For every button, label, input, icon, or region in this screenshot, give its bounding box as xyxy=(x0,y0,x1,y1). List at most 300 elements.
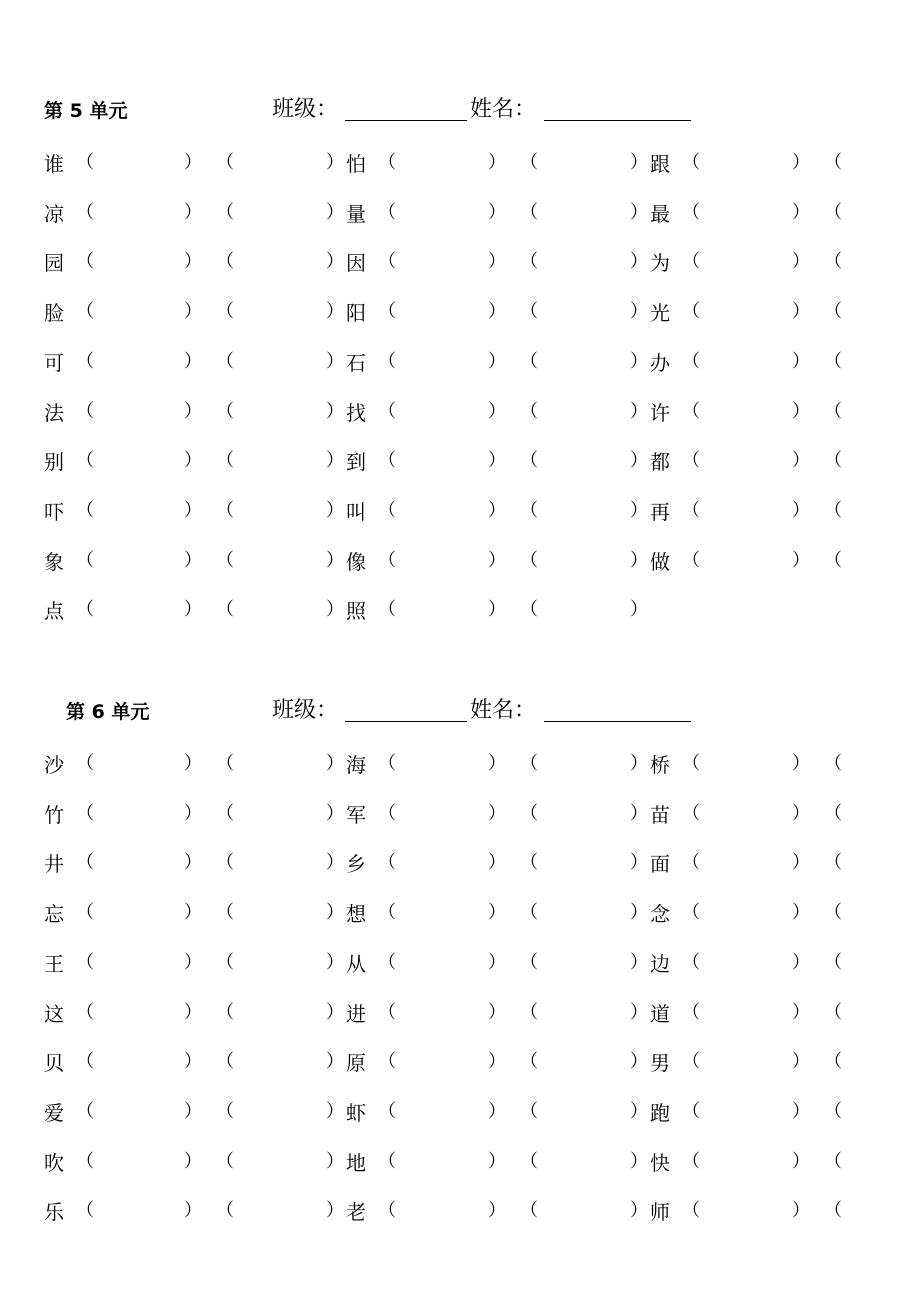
close-paren: ） xyxy=(630,301,648,323)
open-paren: （ xyxy=(216,251,234,273)
word-row xyxy=(0,297,920,327)
answer-blank[interactable] xyxy=(96,446,180,470)
name-blank[interactable] xyxy=(544,120,691,121)
close-paren: ） xyxy=(184,549,202,571)
close-paren: ） xyxy=(630,802,648,824)
open-paren: （ xyxy=(520,1051,538,1073)
class-label: 班级： xyxy=(272,698,339,723)
close-paren: ） xyxy=(792,1200,810,1222)
word-row xyxy=(0,898,920,928)
open-paren: （ xyxy=(682,753,700,774)
character: 边 xyxy=(650,951,670,976)
character: 面 xyxy=(650,852,670,877)
name-blank[interactable] xyxy=(544,721,691,722)
close-paren: ） xyxy=(792,753,810,774)
open-paren: （ xyxy=(216,450,234,472)
close-paren: ） xyxy=(184,1150,202,1172)
character: 光 xyxy=(650,301,670,326)
character: 地 xyxy=(346,1150,366,1175)
character: 像 xyxy=(346,549,366,574)
answer-blank[interactable] xyxy=(96,998,180,1022)
answer-blank[interactable] xyxy=(702,198,788,222)
close-paren: ） xyxy=(792,1100,810,1122)
close-paren: ） xyxy=(792,301,810,323)
character: 想 xyxy=(346,902,366,927)
answer-blank[interactable] xyxy=(96,347,180,371)
open-paren: （ xyxy=(378,1001,396,1023)
open-paren: （ xyxy=(520,852,538,874)
open-paren: （ xyxy=(824,499,842,521)
character: 别 xyxy=(44,450,64,475)
open-paren: （ xyxy=(76,753,94,774)
open-paren: （ xyxy=(378,1051,396,1073)
open-paren: （ xyxy=(378,499,396,521)
open-paren: （ xyxy=(824,1150,842,1172)
open-paren: （ xyxy=(76,350,94,372)
word-row xyxy=(0,848,920,878)
open-paren: （ xyxy=(824,350,842,372)
name-label: 姓名： xyxy=(470,97,537,122)
character: 师 xyxy=(650,1200,670,1225)
character: 男 xyxy=(650,1051,670,1076)
answer-blank[interactable] xyxy=(702,1147,788,1171)
open-paren: （ xyxy=(682,1200,700,1222)
open-paren: （ xyxy=(378,251,396,273)
open-paren: （ xyxy=(216,301,234,323)
character: 道 xyxy=(650,1001,670,1026)
word-row xyxy=(0,546,920,576)
word-row xyxy=(0,1047,920,1077)
open-paren: （ xyxy=(378,599,396,621)
answer-blank[interactable] xyxy=(96,898,180,922)
close-paren: ） xyxy=(184,400,202,422)
character: 许 xyxy=(650,400,670,425)
answer-blank[interactable] xyxy=(398,749,484,773)
open-paren: （ xyxy=(76,251,94,273)
word-row xyxy=(0,446,920,476)
open-paren: （ xyxy=(520,599,538,621)
close-paren: ） xyxy=(488,753,506,774)
close-paren: ） xyxy=(630,350,648,372)
close-paren: ） xyxy=(326,802,344,824)
close-paren: ） xyxy=(630,400,648,422)
answer-blank[interactable] xyxy=(702,148,788,172)
answer-blank[interactable] xyxy=(702,848,788,872)
close-paren: ） xyxy=(184,350,202,372)
open-paren: （ xyxy=(824,1001,842,1023)
close-paren: ） xyxy=(488,802,506,824)
character: 都 xyxy=(650,450,670,475)
open-paren: （ xyxy=(824,753,842,774)
character: 最 xyxy=(650,201,670,226)
open-paren: （ xyxy=(378,1100,396,1122)
close-paren: ） xyxy=(792,152,810,173)
character: 照 xyxy=(346,599,366,624)
answer-blank[interactable] xyxy=(702,998,788,1022)
close-paren: ） xyxy=(488,951,506,973)
character: 乐 xyxy=(44,1200,64,1225)
open-paren: （ xyxy=(216,400,234,422)
answer-blank[interactable] xyxy=(702,347,788,371)
open-paren: （ xyxy=(76,852,94,874)
character: 园 xyxy=(44,251,64,276)
word-row xyxy=(0,799,920,829)
answer-blank[interactable] xyxy=(702,546,788,570)
close-paren: ） xyxy=(184,1051,202,1073)
character: 脸 xyxy=(44,301,64,326)
open-paren: （ xyxy=(378,852,396,874)
answer-blank[interactable] xyxy=(398,948,484,972)
open-paren: （ xyxy=(76,951,94,973)
open-paren: （ xyxy=(824,152,842,173)
character: 找 xyxy=(346,400,366,425)
close-paren: ） xyxy=(792,450,810,472)
answer-blank[interactable] xyxy=(96,1097,180,1121)
close-paren: ） xyxy=(792,549,810,571)
open-paren: （ xyxy=(520,549,538,571)
word-row xyxy=(0,948,920,978)
answer-blank[interactable] xyxy=(96,397,180,421)
close-paren: ） xyxy=(488,201,506,223)
answer-blank[interactable] xyxy=(398,496,484,520)
close-paren: ） xyxy=(630,251,648,273)
answer-blank[interactable] xyxy=(398,397,484,421)
answer-blank[interactable] xyxy=(398,998,484,1022)
open-paren: （ xyxy=(216,599,234,621)
class-blank[interactable] xyxy=(345,721,467,722)
answer-blank[interactable] xyxy=(96,948,180,972)
open-paren: （ xyxy=(682,152,700,173)
close-paren: ） xyxy=(630,1100,648,1122)
open-paren: （ xyxy=(76,201,94,223)
close-paren: ） xyxy=(184,802,202,824)
open-paren: （ xyxy=(682,450,700,472)
open-paren: （ xyxy=(216,802,234,824)
answer-blank[interactable] xyxy=(96,546,180,570)
character: 念 xyxy=(650,902,670,927)
character: 进 xyxy=(346,1001,366,1026)
word-row xyxy=(0,198,920,228)
answer-blank[interactable] xyxy=(702,898,788,922)
character: 跑 xyxy=(650,1100,670,1125)
answer-blank[interactable] xyxy=(96,297,180,321)
answer-blank[interactable] xyxy=(96,595,180,619)
close-paren: ） xyxy=(326,350,344,372)
answer-blank[interactable] xyxy=(702,446,788,470)
close-paren: ） xyxy=(326,1051,344,1073)
open-paren: （ xyxy=(682,499,700,521)
open-paren: （ xyxy=(76,450,94,472)
word-row xyxy=(0,397,920,427)
open-paren: （ xyxy=(824,802,842,824)
unit-title: 第 6 单元 xyxy=(66,701,150,723)
character: 军 xyxy=(346,802,366,827)
answer-blank[interactable] xyxy=(398,546,484,570)
close-paren: ） xyxy=(792,802,810,824)
open-paren: （ xyxy=(682,201,700,223)
close-paren: ） xyxy=(630,1150,648,1172)
answer-blank[interactable] xyxy=(398,347,484,371)
answer-blank[interactable] xyxy=(702,247,788,271)
close-paren: ） xyxy=(488,1051,506,1073)
answer-blank[interactable] xyxy=(96,799,180,823)
character: 吹 xyxy=(44,1150,64,1175)
open-paren: （ xyxy=(520,251,538,273)
close-paren: ） xyxy=(630,499,648,521)
close-paren: ） xyxy=(630,1200,648,1222)
character: 海 xyxy=(346,753,366,777)
open-paren: （ xyxy=(76,1001,94,1023)
open-paren: （ xyxy=(76,549,94,571)
close-paren: ） xyxy=(326,852,344,874)
class-blank[interactable] xyxy=(345,120,467,121)
word-row xyxy=(0,247,920,277)
close-paren: ） xyxy=(184,301,202,323)
close-paren: ） xyxy=(792,902,810,924)
open-paren: （ xyxy=(682,1150,700,1172)
character: 为 xyxy=(650,251,670,276)
character: 苗 xyxy=(650,802,670,827)
character: 这 xyxy=(44,1001,64,1026)
open-paren: （ xyxy=(378,1200,396,1222)
close-paren: ） xyxy=(488,251,506,273)
character: 从 xyxy=(346,951,366,976)
close-paren: ） xyxy=(792,201,810,223)
close-paren: ） xyxy=(184,1100,202,1122)
answer-blank[interactable] xyxy=(398,1196,484,1220)
close-paren: ） xyxy=(326,201,344,223)
character: 爱 xyxy=(44,1100,64,1125)
close-paren: ） xyxy=(184,450,202,472)
close-paren: ） xyxy=(326,902,344,924)
character: 办 xyxy=(650,350,670,375)
answer-blank[interactable] xyxy=(96,247,180,271)
close-paren: ） xyxy=(792,400,810,422)
close-paren: ） xyxy=(326,301,344,323)
word-row xyxy=(0,148,920,178)
answer-blank[interactable] xyxy=(398,799,484,823)
open-paren: （ xyxy=(216,1150,234,1172)
answer-blank[interactable] xyxy=(702,397,788,421)
close-paren: ） xyxy=(488,852,506,874)
character: 原 xyxy=(346,1051,366,1076)
answer-blank[interactable] xyxy=(398,297,484,321)
open-paren: （ xyxy=(824,951,842,973)
close-paren: ） xyxy=(184,201,202,223)
close-paren: ） xyxy=(326,549,344,571)
close-paren: ） xyxy=(630,549,648,571)
character: 怕 xyxy=(346,152,366,176)
close-paren: ） xyxy=(488,902,506,924)
open-paren: （ xyxy=(76,802,94,824)
open-paren: （ xyxy=(378,951,396,973)
close-paren: ） xyxy=(488,1200,506,1222)
character: 因 xyxy=(346,251,366,276)
open-paren: （ xyxy=(378,1150,396,1172)
open-paren: （ xyxy=(76,152,94,173)
close-paren: ） xyxy=(326,951,344,973)
answer-blank[interactable] xyxy=(702,948,788,972)
open-paren: （ xyxy=(378,301,396,323)
open-paren: （ xyxy=(824,1100,842,1122)
close-paren: ） xyxy=(488,450,506,472)
close-paren: ） xyxy=(184,902,202,924)
answer-blank[interactable] xyxy=(702,1047,788,1071)
close-paren: ） xyxy=(630,902,648,924)
open-paren: （ xyxy=(216,350,234,372)
answer-blank[interactable] xyxy=(398,595,484,619)
close-paren: ） xyxy=(488,1100,506,1122)
open-paren: （ xyxy=(378,802,396,824)
open-paren: （ xyxy=(520,201,538,223)
answer-blank[interactable] xyxy=(398,446,484,470)
character: 虾 xyxy=(346,1100,366,1125)
close-paren: ） xyxy=(326,152,344,173)
open-paren: （ xyxy=(824,1200,842,1222)
character: 点 xyxy=(44,599,64,624)
open-paren: （ xyxy=(76,1200,94,1222)
open-paren: （ xyxy=(824,301,842,323)
open-paren: （ xyxy=(378,549,396,571)
close-paren: ） xyxy=(630,753,648,774)
close-paren: ） xyxy=(184,499,202,521)
answer-blank[interactable] xyxy=(702,1097,788,1121)
open-paren: （ xyxy=(520,1100,538,1122)
answer-blank[interactable] xyxy=(96,749,180,773)
open-paren: （ xyxy=(682,301,700,323)
close-paren: ） xyxy=(488,350,506,372)
answer-blank[interactable] xyxy=(398,1047,484,1071)
open-paren: （ xyxy=(216,852,234,874)
open-paren: （ xyxy=(824,450,842,472)
character: 阳 xyxy=(346,301,366,326)
answer-blank[interactable] xyxy=(702,749,788,773)
answer-blank[interactable] xyxy=(702,496,788,520)
answer-blank[interactable] xyxy=(398,198,484,222)
word-row xyxy=(0,595,920,625)
unit-5-header xyxy=(0,96,920,136)
character: 老 xyxy=(346,1200,366,1225)
close-paren: ） xyxy=(488,152,506,173)
open-paren: （ xyxy=(682,802,700,824)
character: 谁 xyxy=(44,152,64,176)
open-paren: （ xyxy=(682,852,700,874)
open-paren: （ xyxy=(216,1100,234,1122)
character: 叫 xyxy=(346,499,366,524)
answer-blank[interactable] xyxy=(398,1097,484,1121)
open-paren: （ xyxy=(76,1051,94,1073)
open-paren: （ xyxy=(216,902,234,924)
open-paren: （ xyxy=(216,1200,234,1222)
open-paren: （ xyxy=(824,549,842,571)
answer-blank[interactable] xyxy=(398,1147,484,1171)
answer-blank[interactable] xyxy=(702,799,788,823)
open-paren: （ xyxy=(520,400,538,422)
close-paren: ） xyxy=(326,1001,344,1023)
open-paren: （ xyxy=(76,301,94,323)
unit-6-section xyxy=(0,697,920,737)
open-paren: （ xyxy=(378,450,396,472)
answer-blank[interactable] xyxy=(398,148,484,172)
word-row xyxy=(0,1196,920,1226)
answer-blank[interactable] xyxy=(96,198,180,222)
close-paren: ） xyxy=(326,400,344,422)
answer-blank[interactable] xyxy=(96,148,180,172)
open-paren: （ xyxy=(682,902,700,924)
open-paren: （ xyxy=(378,152,396,173)
close-paren: ） xyxy=(326,251,344,273)
unit-5-section xyxy=(0,96,920,136)
open-paren: （ xyxy=(216,1001,234,1023)
close-paren: ） xyxy=(630,951,648,973)
word-row xyxy=(0,496,920,526)
answer-blank[interactable] xyxy=(96,1147,180,1171)
character: 乡 xyxy=(346,852,366,877)
answer-blank[interactable] xyxy=(96,1047,180,1071)
close-paren: ） xyxy=(184,599,202,621)
character: 再 xyxy=(650,499,670,524)
open-paren: （ xyxy=(76,902,94,924)
character: 竹 xyxy=(44,802,64,827)
open-paren: （ xyxy=(378,201,396,223)
open-paren: （ xyxy=(682,1051,700,1073)
open-paren: （ xyxy=(520,499,538,521)
open-paren: （ xyxy=(378,400,396,422)
close-paren: ） xyxy=(184,753,202,774)
open-paren: （ xyxy=(682,350,700,372)
close-paren: ） xyxy=(630,599,648,621)
close-paren: ） xyxy=(488,1001,506,1023)
open-paren: （ xyxy=(378,350,396,372)
answer-blank[interactable] xyxy=(702,297,788,321)
character: 做 xyxy=(650,549,670,574)
close-paren: ） xyxy=(488,301,506,323)
open-paren: （ xyxy=(216,1051,234,1073)
open-paren: （ xyxy=(520,951,538,973)
open-paren: （ xyxy=(682,1001,700,1023)
answer-blank[interactable] xyxy=(398,898,484,922)
close-paren: ） xyxy=(792,1150,810,1172)
open-paren: （ xyxy=(216,951,234,973)
close-paren: ） xyxy=(630,852,648,874)
close-paren: ） xyxy=(792,1001,810,1023)
answer-blank[interactable] xyxy=(398,848,484,872)
answer-blank[interactable] xyxy=(398,247,484,271)
answer-blank[interactable] xyxy=(96,848,180,872)
character: 快 xyxy=(650,1150,670,1175)
open-paren: （ xyxy=(520,1001,538,1023)
character: 忘 xyxy=(44,902,64,927)
open-paren: （ xyxy=(824,201,842,223)
answer-blank[interactable] xyxy=(702,1196,788,1220)
open-paren: （ xyxy=(520,753,538,774)
open-paren: （ xyxy=(216,549,234,571)
close-paren: ） xyxy=(184,951,202,973)
answer-blank[interactable] xyxy=(96,496,180,520)
open-paren: （ xyxy=(682,251,700,273)
character: 可 xyxy=(44,350,64,375)
open-paren: （ xyxy=(216,753,234,774)
open-paren: （ xyxy=(520,802,538,824)
open-paren: （ xyxy=(520,450,538,472)
word-row xyxy=(0,1097,920,1127)
close-paren: ） xyxy=(630,450,648,472)
close-paren: ） xyxy=(792,251,810,273)
close-paren: ） xyxy=(488,499,506,521)
close-paren: ） xyxy=(184,852,202,874)
open-paren: （ xyxy=(216,201,234,223)
answer-blank[interactable] xyxy=(96,1196,180,1220)
